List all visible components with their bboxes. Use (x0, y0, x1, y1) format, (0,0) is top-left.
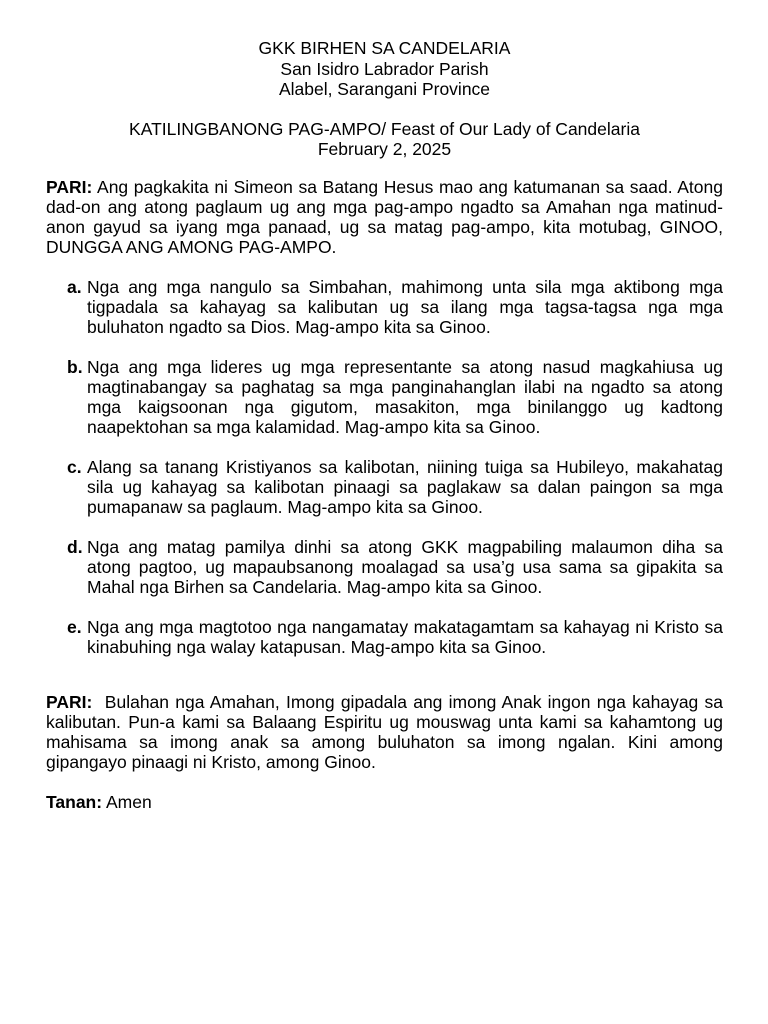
petition-text: Alang sa tanang Kristiyanos sa kalibotan, niining tuiga sa Hubileyo, makahatag sila ug kahayag sa kalibotan pinaagi sa paglakaw sa dalan paingon sa mga pumapanaw sa paglaum. Mag-ampo kita sa Ginoo. (87, 456, 723, 517)
petition-text: Nga ang mga lideres ug mga representante sa atong nasud magkahiusa ug magtinabangay sa paghatag sa mga panginahanglan ilabi na ngadto sa atong mga kaigsoonan nga gigutom, masakiton, mga binilanggo ug kadtong naapektohan sa mga kalamidad. Mag-ampo kita sa Ginoo. (87, 356, 723, 437)
petition-item (46, 457, 723, 517)
petition-item (46, 277, 723, 337)
response-text: Amen (105, 791, 152, 812)
parish-name: San Isidro Labrador Parish (280, 58, 489, 79)
response-speaker-label: Tanan: (46, 791, 103, 812)
title-date: February 2, 2025 (317, 139, 452, 159)
petition-letter: c. (67, 456, 82, 477)
petition-letter: d. (67, 536, 83, 557)
intro-paragraph (46, 177, 723, 257)
petition-item (46, 537, 723, 597)
petition-item (46, 357, 723, 437)
response-paragraph (46, 792, 723, 812)
petition-letter: e. (67, 616, 82, 637)
petition-list (46, 277, 723, 657)
petition-text: Nga ang mga magtotoo nga nangamatay makatagamtam sa kahayag ni Kristo sa kinabuhing nga walay katapusan. Mag-ampo kita sa Ginoo. (87, 616, 723, 657)
intro-text: Ang pagkakita ni Simeon sa Batang Hesus mao ang katumanan sa saad. Atong dad-on ang atong paglaum ug ang mga pag-ampo ngadto sa Amahan nga matinud-anon gayud sa iyang mga panaad, ug sa matag pag-ampo, kita motubag, GINOO, DUNGGA ANG AMONG PAG-AMPO. (46, 176, 723, 257)
closing-speaker-label: PARI: (46, 691, 93, 712)
document-page (46, 38, 723, 812)
closing-text: Bulahan nga Amahan, Imong gipadala ang imong Anak ingon nga kahayag sa kalibutan. Pun-a kami sa Balaang Espiritu ug mouswag unta kami sa kahamtong ug mahisama sa imong anak sa among buluhaton sa imong ngalan. Kini among gipangayo pinaagi ni Kristo, among Ginoo. (46, 691, 723, 772)
closing-paragraph (46, 692, 723, 772)
petition-item (46, 617, 723, 657)
parish-location: Alabel, Sarangani Province (278, 79, 491, 99)
parish-group-name: GKK BIRHEN SA CANDELARIA (258, 38, 511, 58)
petition-letter: a. (67, 276, 82, 297)
document-title (46, 119, 723, 160)
document-header (46, 38, 723, 100)
intro-speaker-label: PARI: (46, 176, 93, 197)
petition-text: Nga ang matag pamilya dinhi sa atong GKK magpabiling malaumon diha sa atong pagtoo, ug mapaubsanong moalagad sa usa’g usa sama sa gipakita sa Mahal nga Birhen sa Candelaria. Mag-ampo kita sa Ginoo. (87, 536, 723, 597)
petition-letter: b. (67, 356, 83, 377)
petition-text: Nga ang mga nangulo sa Simbahan, mahimong unta sila mga aktibong mga tigpadala sa kahayag sa kalibutan ug sa ilang mga tagsa-tagsa nga mga buluhaton ngadto sa Dios. Mag-ampo kita sa Ginoo. (87, 276, 723, 337)
title-text: KATILINGBANONG PAG-AMPO/ Feast of Our Lady of Candelaria (129, 118, 640, 139)
